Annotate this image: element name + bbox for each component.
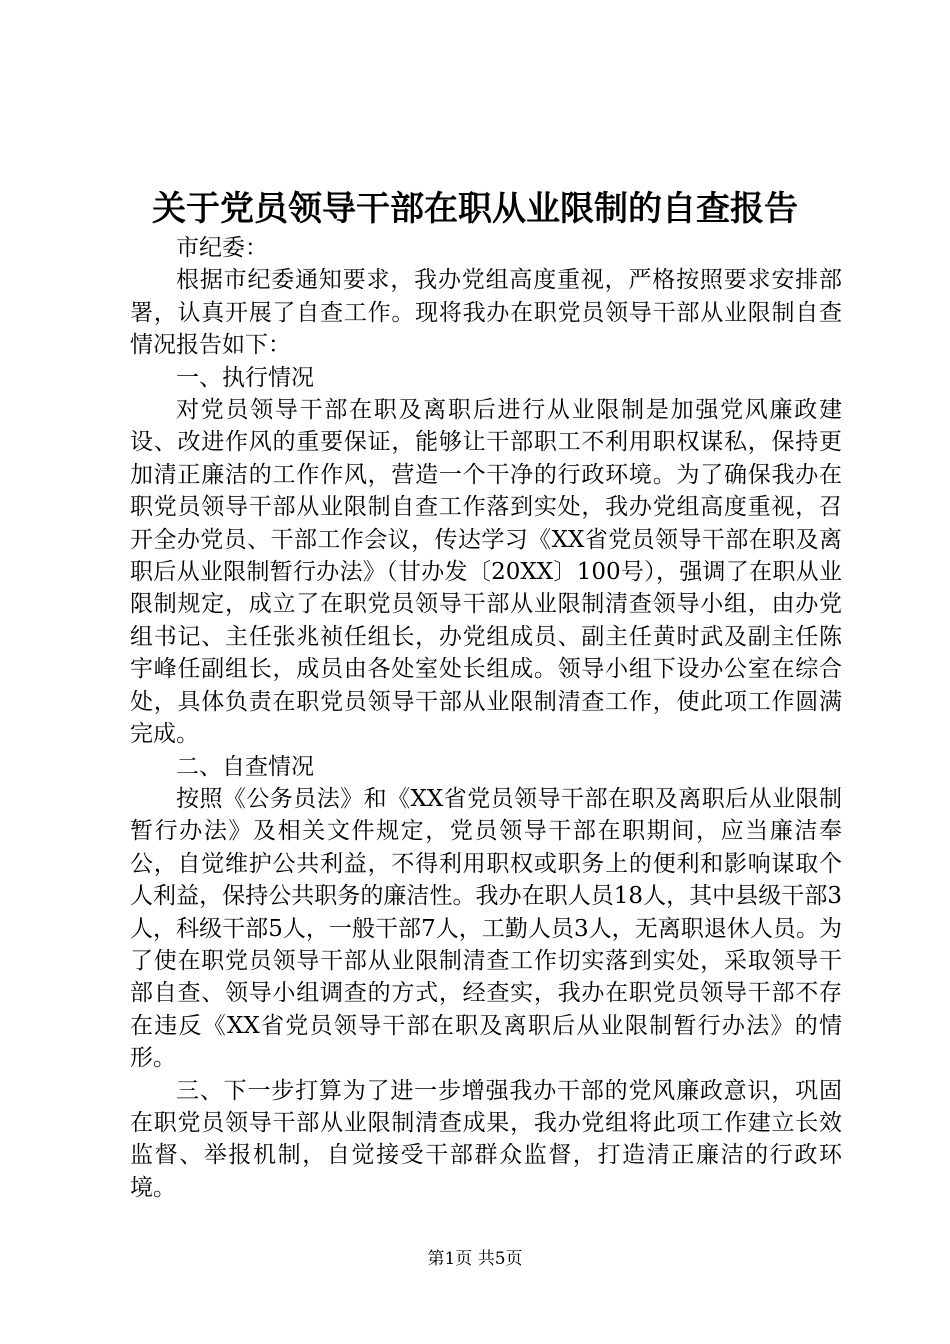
salutation: 市纪委： (176, 235, 268, 261)
paragraph-section-3: 三、下一步打算为了进一步增强我办干部的党风廉政意识，巩固在职党员领导干部从业限制清查成果，我办党组将此项工作建立长效监督、举报机制，自觉接受干部群众监督，打造清正廉洁的行政环境。 (130, 1077, 842, 1201)
page-footer: 第1页 共5页 (427, 1249, 523, 1269)
paragraph-intro: 根据市纪委通知要求，我办党组高度重视，严格按照要求安排部署，认真开展了自查工作。现将我办在职党员领导干部从业限制自查情况报告如下： (130, 267, 842, 359)
paragraph-section-2: 按照《公务员法》和《XX省党员领导干部在职及离职后从业限制暂行办法》及相关文件规定，党员领导干部在职期间，应当廉洁奉公，自觉维护公共利益，不得利用职权或职务上的便利和影响谋取个人利益，保持公共职务的廉洁性。我办在职人员18人，其中县级干部3人，科级干部5人，一般干部7人，工勤人员3人，无离职退休人员。为了使在职党员领导干部从业限制清查工作切实落到实处，采取领导干部自查、领导小组调查的方式，经查实，我办在职党员领导干部不存在违反《XX省党员领导干部在职及离职后从业限制暂行办法》的情形。 (130, 785, 842, 1072)
section-heading-1: 一、执行情况 (176, 364, 314, 391)
document-title: 关于党员领导干部在职从业限制的自查报告 (152, 189, 798, 229)
section-heading-2: 二、自查情况 (176, 753, 314, 780)
document-body (130, 232, 842, 1204)
paragraph-section-1: 对党员领导干部在职及离职后进行从业限制是加强党风廉政建设、改进作风的重要保证，能够让干部职工不利用职权谋私，保持更加清正廉洁的工作作风，营造一个干净的行政环境。为了确保我办在职党员领导干部从业限制自查工作落到实处，我办党组高度重视，召开全办党员、干部工作会议，传达学习《XX省党员领导干部在职及离职后从业限制暂行办法》（甘办发〔20XX〕100号），强调了在职从业限制规定，成立了在职党员领导干部从业限制清查领导小组，由办党组书记、主任张兆祯任组长，办党组成员、副主任黄时武及副主任陈宇峰任副组长，成员由各处室处长组成。领导小组下设办公室在综合处，具体负责在职党员领导干部从业限制清查工作，使此项工作圆满完成。 (130, 397, 842, 748)
